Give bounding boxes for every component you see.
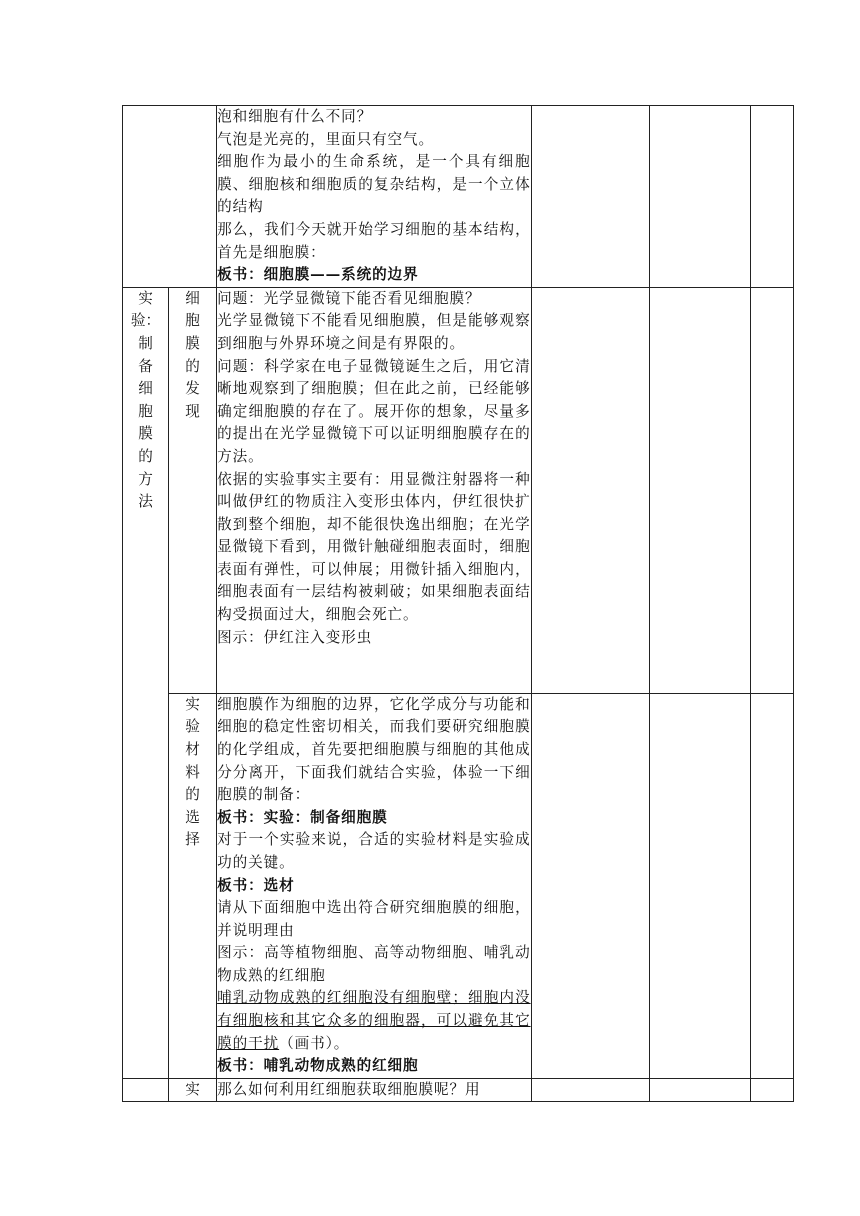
subsection-label-discovery <box>169 287 217 693</box>
content-line: 问题：光学显微镜下能否看见细胞膜？ <box>217 289 481 307</box>
table-row-discovery <box>123 287 794 693</box>
content-line: 细胞膜作为细胞的边界，它化学成分与功能和细胞的稳定性密切相关，而我们要研究细胞膜的化学组成，首先要把细胞膜与细胞的其他成分分离开，下面我们就结合实验，体验一下细胞膜的制备： <box>217 695 531 804</box>
label-char: 料 <box>185 763 200 781</box>
board-note: 板书：细胞膜——系统的边界 <box>217 266 419 284</box>
empty-cell <box>531 1078 649 1102</box>
board-note: 板书：选材 <box>217 876 295 894</box>
empty-cell <box>750 106 793 288</box>
subsection-label-material <box>169 693 217 1078</box>
empty-cell <box>750 287 793 693</box>
content-line: 光学显微镜下不能看见细胞膜，但是能够观察到细胞与外界环境之间是有界限的。 <box>217 312 531 352</box>
subsection-label-last <box>169 1078 217 1102</box>
section-label-char: 细 <box>138 380 153 398</box>
section-label-char: 的 <box>138 447 153 465</box>
content-line: 依据的实验事实主要有：用显微注射器将一种叫做伊红的物质注入变形虫体内，伊红很快扩散到整个细胞，却不能很快逸出细胞；在光学显微镜下看到，用微针触碰细胞表面时，细胞表面有弹性，可以伸展；用微针插入细胞内，细胞表面有一层结构被刺破；如果细胞表面结构受损面过大，细胞会死亡。 <box>217 470 531 624</box>
table-row-material <box>123 693 794 1078</box>
intro-line: 细胞作为最小的生命系统，是一个具有细胞膜、细胞核和细胞质的复杂结构，是一个立体的结构 <box>217 153 531 216</box>
board-note: 板书：实验：制备细胞膜 <box>217 808 388 826</box>
section-label-char: 备 <box>138 357 153 375</box>
empty-cell <box>531 693 649 1078</box>
label-char: 现 <box>185 402 200 420</box>
section-label <box>123 287 169 1078</box>
table-row-last <box>123 1078 794 1102</box>
label-char: 验 <box>185 718 200 736</box>
last-content-cell <box>217 1078 531 1102</box>
section-label-char: 膜 <box>138 425 153 443</box>
intro-line: 泡和细胞有什么不同？ <box>217 108 373 125</box>
lesson-plan-table <box>122 105 794 1102</box>
empty-cell <box>123 1078 169 1102</box>
label-char: 发 <box>185 380 200 398</box>
board-note: 板书：哺乳动物成熟的红细胞 <box>217 1057 419 1075</box>
empty-cell <box>750 1078 793 1102</box>
intro-content-cell <box>217 106 531 288</box>
underlined-answer: 哺乳动物成熟的红细胞没有细胞壁；细胞内没有细胞核和其它众多的细胞器，可以避免其它膜的干扰 <box>217 989 531 1052</box>
content-line: 那么如何利用红细胞获取细胞膜呢？用 <box>217 1080 481 1098</box>
section-label-char: 法 <box>138 493 153 511</box>
content-line: 对于一个实验来说，合适的实验材料是实验成功的关键。 <box>217 831 531 871</box>
label-char: 膜 <box>185 334 200 352</box>
label-char: 细 <box>185 289 200 307</box>
discovery-content-cell <box>217 287 531 693</box>
table-row-intro <box>123 106 794 288</box>
empty-cell <box>649 287 750 693</box>
content-line: 请从下面细胞中选出符合研究细胞膜的细胞，并说明理由 <box>217 899 531 939</box>
section-label-char: 方 <box>138 470 153 488</box>
content-line: 图示：高等植物细胞、高等动物细胞、哺乳动物成熟的红细胞 <box>217 944 531 984</box>
label-char: 实 <box>185 695 200 713</box>
empty-cell <box>750 693 793 1078</box>
answer-line <box>217 987 530 1055</box>
content-line: 问题：科学家在电子显微镜诞生之后，用它清晰地观察到了细胞膜；但在此之前，已经能够确定细胞膜的存在了。展开你的想象，尽量多的提出在光学显微镜下可以证明细胞膜存在的方法。 <box>217 357 531 465</box>
empty-cell <box>649 1078 750 1102</box>
empty-cell <box>531 106 649 288</box>
label-char: 选 <box>185 808 200 826</box>
material-content-cell <box>217 693 531 1078</box>
label-char: 择 <box>185 831 200 849</box>
section-label-char: 制 <box>138 334 153 352</box>
intro-line: 气泡是光亮的，里面只有空气。 <box>217 130 435 148</box>
intro-line: 那么，我们今天就开始学习细胞的基本结构，首先是细胞膜： <box>217 220 531 261</box>
empty-cell <box>123 106 217 288</box>
section-label-char: 实 <box>138 289 153 307</box>
label-char: 的 <box>185 786 200 804</box>
label-char: 胞 <box>185 312 200 330</box>
content-line: 图示：伊红注入变形虫 <box>217 628 373 646</box>
section-label-char: 验： <box>130 312 161 330</box>
empty-cell <box>531 287 649 693</box>
empty-cell <box>649 693 750 1078</box>
section-label-char: 胞 <box>138 402 153 420</box>
label-char: 实 <box>185 1080 200 1098</box>
label-char: 的 <box>185 357 200 375</box>
textbook-note: （画书）。 <box>279 1034 350 1052</box>
empty-cell <box>649 106 750 288</box>
label-char: 材 <box>185 740 200 758</box>
